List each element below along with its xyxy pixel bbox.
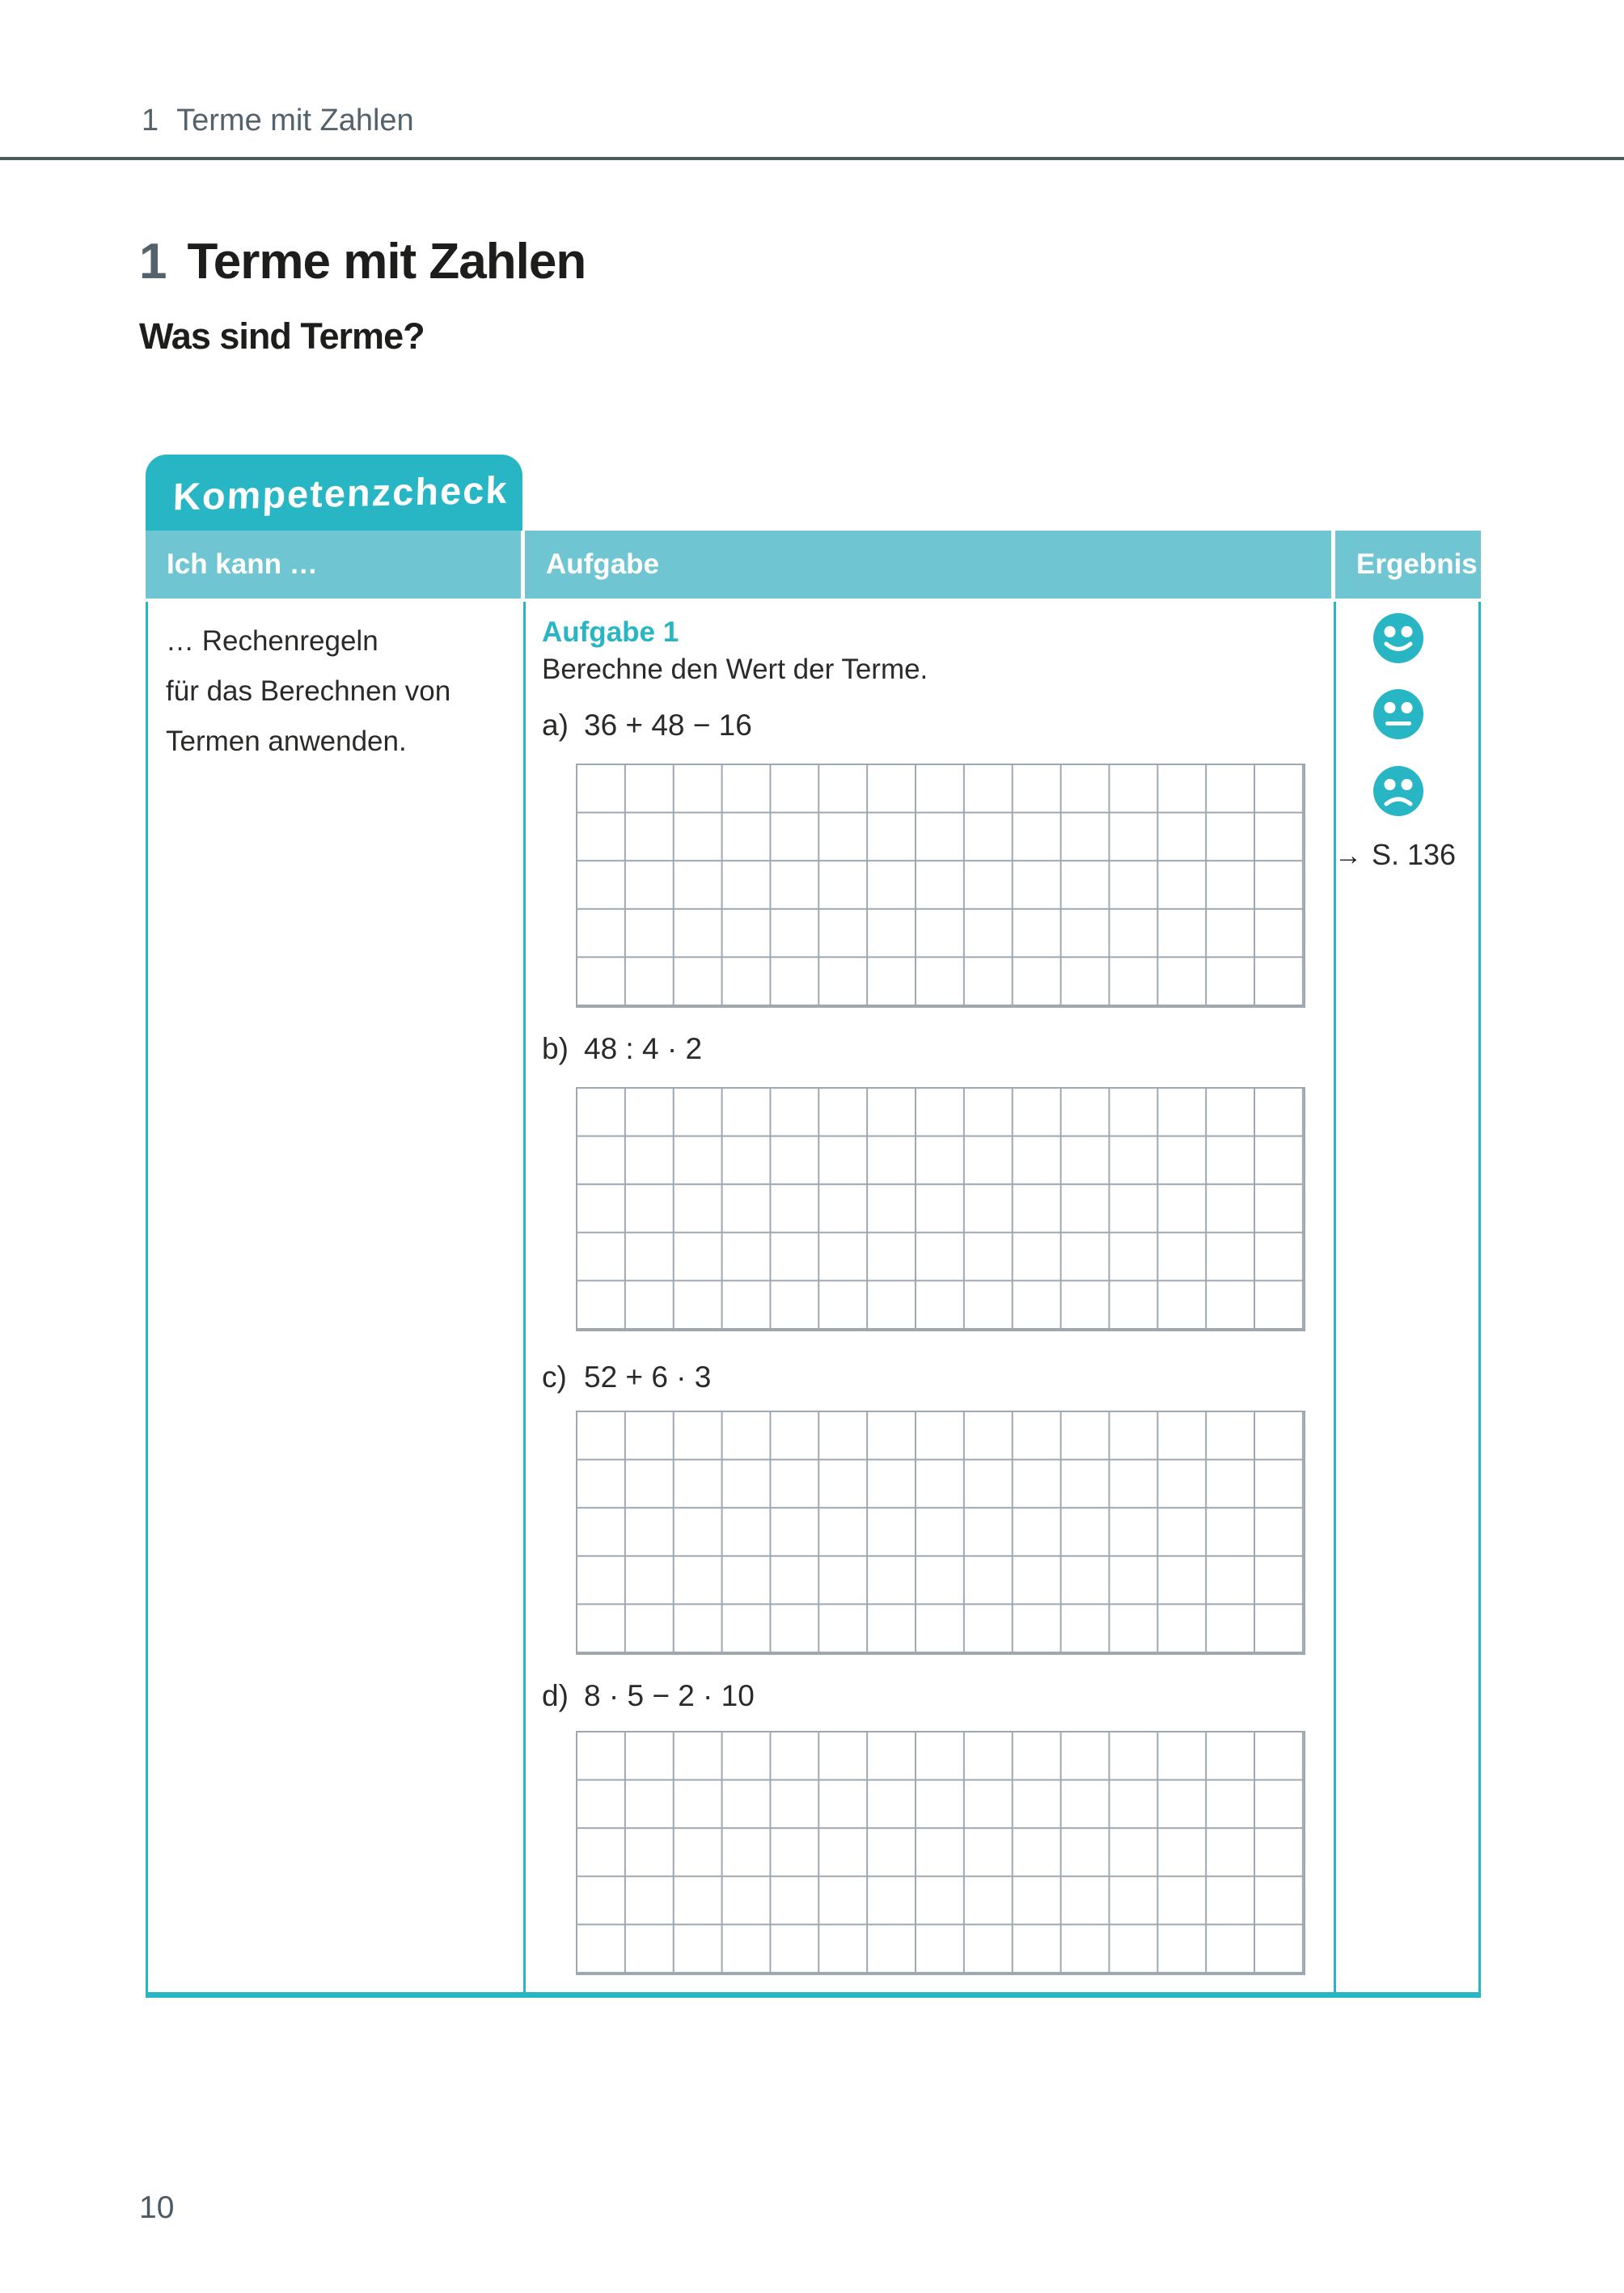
task-item-expression: 52 + 6 · 3 xyxy=(584,1360,712,1394)
kompetenzcheck-tab-label: Kompetenzcheck xyxy=(172,467,510,518)
chapter-number: 1 xyxy=(139,234,167,290)
task-heading: Aufgabe 1 xyxy=(542,616,679,648)
column-header-ich-kann: Ich kann … xyxy=(146,531,521,599)
task-item-label: b) xyxy=(542,1032,569,1065)
answer-grid-a xyxy=(576,764,1305,1008)
answer-grid-c xyxy=(576,1411,1305,1655)
column-header-aufgabe: Aufgabe xyxy=(525,531,1331,599)
running-head xyxy=(142,104,414,138)
task-item-expression: 48 : 4 · 2 xyxy=(584,1032,703,1065)
task-item-label: d) xyxy=(542,1679,569,1712)
task-item-b xyxy=(542,1032,702,1066)
task-item-label: c) xyxy=(542,1360,567,1394)
smiley-sad-icon xyxy=(1372,765,1424,817)
result-page-reference xyxy=(1334,838,1456,872)
competence-line: … Rechenregeln xyxy=(166,625,379,657)
kompetenzcheck-tab xyxy=(146,455,522,531)
task-instruction: Berechne den Wert der Terme. xyxy=(542,654,928,685)
answer-grid-d xyxy=(576,1731,1305,1975)
column-divider-2 xyxy=(1334,602,1336,1992)
competence-line: für das Berechnen von xyxy=(166,675,451,707)
section-subtitle: Was sind Terme? xyxy=(139,315,425,357)
task-item-expression: 36 + 48 − 16 xyxy=(584,709,752,742)
running-head-text: Terme mit Zahlen xyxy=(176,104,414,137)
task-item-d xyxy=(542,1679,755,1713)
task-item-a xyxy=(542,709,752,742)
chapter-title-text: Terme mit Zahlen xyxy=(187,234,586,290)
column-divider-1 xyxy=(523,602,526,1992)
task-item-c xyxy=(542,1360,711,1394)
running-head-number: 1 xyxy=(142,104,159,137)
page-number: 10 xyxy=(139,2190,175,2225)
header-rule xyxy=(0,157,1624,160)
task-item-expression: 8 · 5 − 2 · 10 xyxy=(584,1679,755,1712)
smiley-neutral-icon xyxy=(1372,688,1424,740)
competence-line: Termen anwenden. xyxy=(166,726,407,757)
column-header-ergebnis: Ergebnis xyxy=(1335,531,1481,599)
page-title xyxy=(139,233,586,290)
arrow-right-icon: → xyxy=(1334,840,1362,871)
competence-description xyxy=(166,616,505,767)
task-item-label: a) xyxy=(542,709,569,742)
smiley-happy-icon xyxy=(1372,612,1424,664)
result-reference-text: S. 136 xyxy=(1372,838,1457,871)
answer-grid-b xyxy=(576,1087,1305,1331)
